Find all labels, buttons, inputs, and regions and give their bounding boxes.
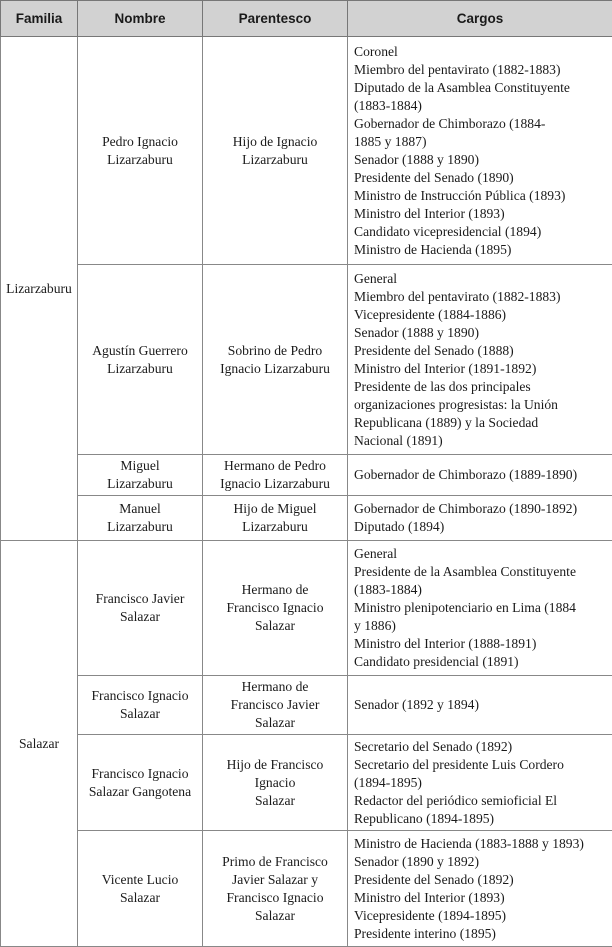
cargo-line: Coronel (354, 43, 608, 61)
parentesco-cell (203, 265, 348, 455)
cargo-line: (1894-1895) (354, 774, 608, 792)
header-parentesco: Parentesco (203, 1, 348, 37)
parentesco-cell (203, 676, 348, 735)
cargo-line: Redactor del periódico semioficial El (354, 792, 608, 810)
nombre-line: Francisco Javier (82, 590, 198, 608)
header-nombre: Nombre (78, 1, 203, 37)
cargo-line: organizaciones progresistas: la Unión (354, 396, 608, 414)
parentesco-line: Ignacio Lizarzaburu (207, 475, 343, 493)
cargo-line: Ministro del Interior (1888-1891) (354, 635, 608, 653)
parentesco-line: Francisco Ignacio (207, 599, 343, 617)
header-row (1, 1, 612, 37)
parentesco-line: Hermano de (207, 678, 343, 696)
table-row (1, 831, 612, 947)
cargos-cell (348, 676, 612, 735)
parentesco-line: Hermano de Pedro (207, 457, 343, 475)
parentesco-line: Salazar (207, 792, 343, 810)
parentesco-line: Sobrino de Pedro (207, 342, 343, 360)
cargo-line: Republicana (1889) y la Sociedad (354, 414, 608, 432)
parentesco-line: Hijo de Miguel (207, 500, 343, 518)
nombre-line: Francisco Ignacio (82, 765, 198, 783)
cargos-cell (348, 496, 612, 541)
cargo-line: Senador (1890 y 1892) (354, 853, 608, 871)
cargos-cell (348, 831, 612, 947)
table-row (1, 735, 612, 831)
nombre-cell (78, 496, 203, 541)
cargos-cell (348, 265, 612, 455)
nombre-cell (78, 831, 203, 947)
family-cell: Salazar (1, 541, 78, 947)
cargo-line: Ministro del Interior (1891-1892) (354, 360, 608, 378)
nombre-line: Lizarzaburu (82, 360, 198, 378)
parentesco-line: Primo de Francisco (207, 853, 343, 871)
table-row (1, 676, 612, 735)
table-row (1, 541, 612, 676)
parentesco-line: Javier Salazar y (207, 871, 343, 889)
cargo-line: Miembro del pentavirato (1882-1883) (354, 61, 608, 79)
parentesco-line: Salazar (207, 714, 343, 732)
parentesco-line: Lizarzaburu (207, 151, 343, 169)
table-row (1, 37, 612, 265)
cargo-line: Vicepresidente (1894-1895) (354, 907, 608, 925)
nombre-line: Agustín Guerrero (82, 342, 198, 360)
cargo-line: Nacional (1891) (354, 432, 608, 450)
cargo-line: General (354, 545, 608, 563)
nombre-line: Lizarzaburu (82, 518, 198, 536)
parentesco-line: Salazar (207, 907, 343, 925)
cargo-line: Gobernador de Chimborazo (1889-1890) (354, 466, 608, 484)
cargos-cell (348, 455, 612, 496)
cargo-line: (1883-1884) (354, 97, 608, 115)
parentesco-cell (203, 831, 348, 947)
nombre-line: Lizarzaburu (82, 475, 198, 493)
cargo-line: Candidato vicepresidencial (1894) (354, 223, 608, 241)
nombre-line: Francisco Ignacio (82, 687, 198, 705)
cargo-line: (1883-1884) (354, 581, 608, 599)
table-row (1, 496, 612, 541)
table-header (1, 1, 612, 37)
cargo-line: Ministro del Interior (1893) (354, 889, 608, 907)
parentesco-cell (203, 37, 348, 265)
parentesco-line: Lizarzaburu (207, 518, 343, 536)
nombre-cell (78, 37, 203, 265)
nombre-line: Manuel (82, 500, 198, 518)
table-row (1, 455, 612, 496)
nombre-cell (78, 265, 203, 455)
cargo-line: Miembro del pentavirato (1882-1883) (354, 288, 608, 306)
cargo-line: General (354, 270, 608, 288)
cargo-line: Secretario del Senado (1892) (354, 738, 608, 756)
table-body (1, 37, 612, 947)
cargo-line: Ministro de Hacienda (1895) (354, 241, 608, 259)
nombre-line: Salazar Gangotena (82, 783, 198, 801)
cargo-line: Senador (1888 y 1890) (354, 324, 608, 342)
cargo-line: Vicepresidente (1884-1886) (354, 306, 608, 324)
nombre-cell (78, 541, 203, 676)
parentesco-cell (203, 541, 348, 676)
cargo-line: y 1886) (354, 617, 608, 635)
cargo-line: Diputado (1894) (354, 518, 608, 536)
cargo-line: Senador (1892 y 1894) (354, 696, 608, 714)
cargo-line: Presidente del Senado (1892) (354, 871, 608, 889)
cargo-line: Diputado de la Asamblea Constituyente (354, 79, 608, 97)
nombre-cell (78, 735, 203, 831)
parentesco-line: Francisco Ignacio (207, 889, 343, 907)
cargos-cell (348, 37, 612, 265)
nombre-line: Pedro Ignacio (82, 133, 198, 151)
parentesco-line: Hijo de Francisco (207, 756, 343, 774)
cargo-line: Ministro plenipotenciario en Lima (1884 (354, 599, 608, 617)
parentesco-cell (203, 496, 348, 541)
parentesco-line: Francisco Javier (207, 696, 343, 714)
cargo-line: Presidente interino (1895) (354, 925, 608, 943)
table-row (1, 265, 612, 455)
header-familia: Familia (1, 1, 78, 37)
cargos-cell (348, 541, 612, 676)
nombre-line: Salazar (82, 608, 198, 626)
cargo-line: Republicano (1894-1895) (354, 810, 608, 828)
family-cell: Lizarzaburu (1, 37, 78, 541)
nombre-line: Salazar (82, 889, 198, 907)
cargo-line: Ministro del Interior (1893) (354, 205, 608, 223)
cargo-line: Presidente de la Asamblea Constituyente (354, 563, 608, 581)
parentesco-line: Hermano de (207, 581, 343, 599)
parentesco-line: Salazar (207, 617, 343, 635)
parentesco-line: Ignacio (207, 774, 343, 792)
cargo-line: Ministro de Instrucción Pública (1893) (354, 187, 608, 205)
nombre-line: Vicente Lucio (82, 871, 198, 889)
parentesco-line: Ignacio Lizarzaburu (207, 360, 343, 378)
nombre-line: Miguel (82, 457, 198, 475)
nombre-line: Lizarzaburu (82, 151, 198, 169)
nombre-line: Salazar (82, 705, 198, 723)
cargo-line: Presidente del Senado (1888) (354, 342, 608, 360)
cargo-line: Presidente del Senado (1890) (354, 169, 608, 187)
cargos-cell (348, 735, 612, 831)
cargo-line: Senador (1888 y 1890) (354, 151, 608, 169)
parentesco-cell (203, 455, 348, 496)
cargo-line: Gobernador de Chimborazo (1890-1892) (354, 500, 608, 518)
cargo-line: Ministro de Hacienda (1883-1888 y 1893) (354, 835, 608, 853)
cargo-line: Secretario del presidente Luis Cordero (354, 756, 608, 774)
parentesco-line: Hijo de Ignacio (207, 133, 343, 151)
cargo-line: 1885 y 1887) (354, 133, 608, 151)
cargo-line: Gobernador de Chimborazo (1884- (354, 115, 608, 133)
parentesco-cell (203, 735, 348, 831)
cargo-line: Candidato presidencial (1891) (354, 653, 608, 671)
cargo-line: Presidente de las dos principales (354, 378, 608, 396)
nombre-cell (78, 676, 203, 735)
header-cargos: Cargos (348, 1, 612, 37)
nombre-cell (78, 455, 203, 496)
